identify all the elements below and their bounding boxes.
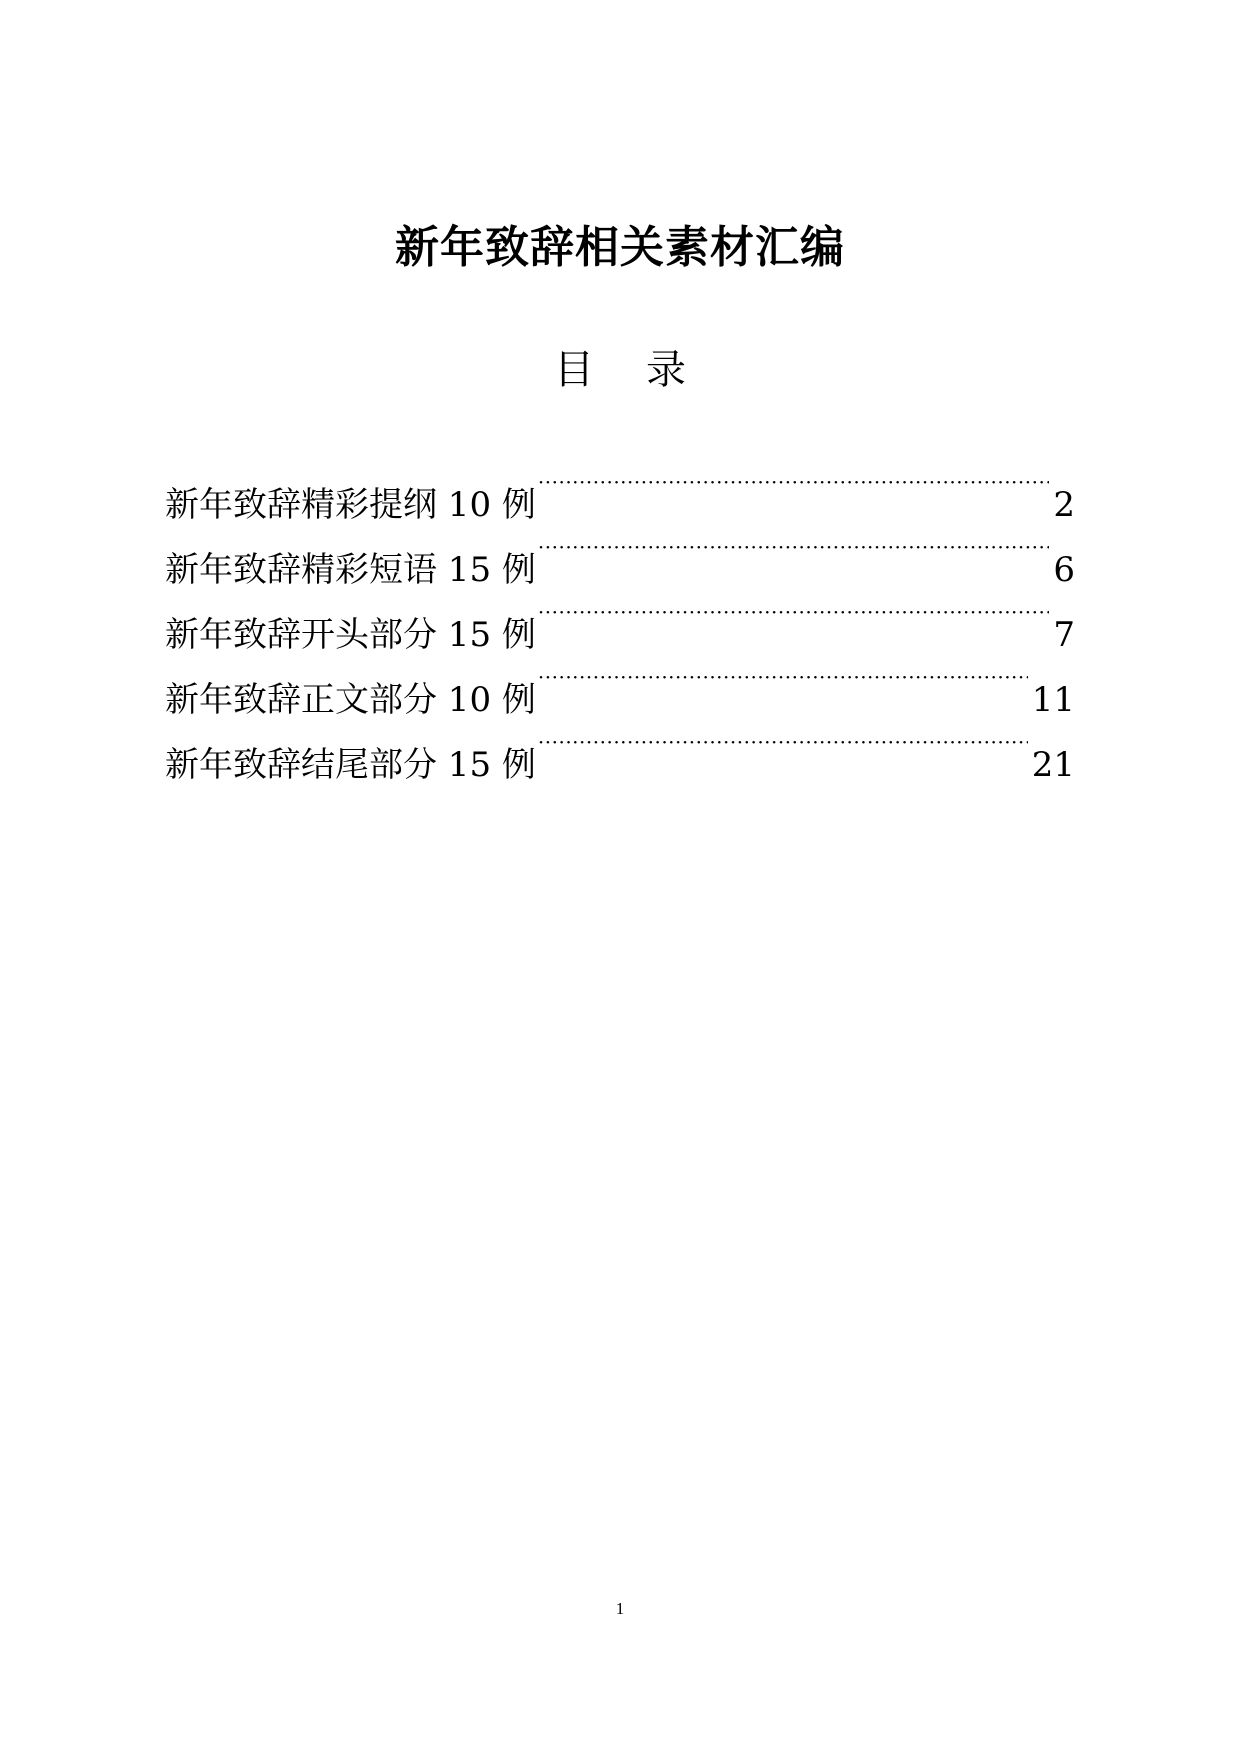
toc-entry-label: 新年致辞正文部分 10 例 xyxy=(165,680,536,720)
toc-entry[interactable] xyxy=(165,663,1075,728)
toc-entry-label: 新年致辞结尾部分 15 例 xyxy=(165,745,536,785)
toc-entry[interactable] xyxy=(165,598,1075,663)
toc-entry-page: 6 xyxy=(1053,550,1075,590)
toc-entry-page: 7 xyxy=(1053,615,1075,655)
toc-dot-leader xyxy=(538,598,1049,646)
toc-entry-label: 新年致辞精彩提纲 10 例 xyxy=(165,485,536,525)
table-of-contents xyxy=(165,468,1075,793)
toc-dot-leader xyxy=(538,533,1049,581)
document-title: 新年致辞相关素材汇编 xyxy=(395,222,845,273)
toc-entry-page: 11 xyxy=(1031,680,1075,720)
toc-heading-char-2: 录 xyxy=(646,347,686,393)
page-number: 1 xyxy=(615,1599,625,1618)
toc-heading xyxy=(0,342,1240,398)
toc-entry-label: 新年致辞精彩短语 15 例 xyxy=(165,550,536,590)
toc-heading-char-1: 目 xyxy=(554,347,594,393)
toc-entry[interactable] xyxy=(165,533,1075,598)
toc-dot-leader xyxy=(538,663,1028,711)
toc-entry-page: 2 xyxy=(1053,485,1075,525)
toc-entry-label: 新年致辞开头部分 15 例 xyxy=(165,615,536,655)
toc-dot-leader xyxy=(538,728,1028,776)
toc-entry[interactable] xyxy=(165,468,1075,533)
toc-entry[interactable] xyxy=(165,728,1075,793)
toc-dot-leader xyxy=(538,468,1049,516)
toc-entry-page: 21 xyxy=(1031,745,1075,785)
